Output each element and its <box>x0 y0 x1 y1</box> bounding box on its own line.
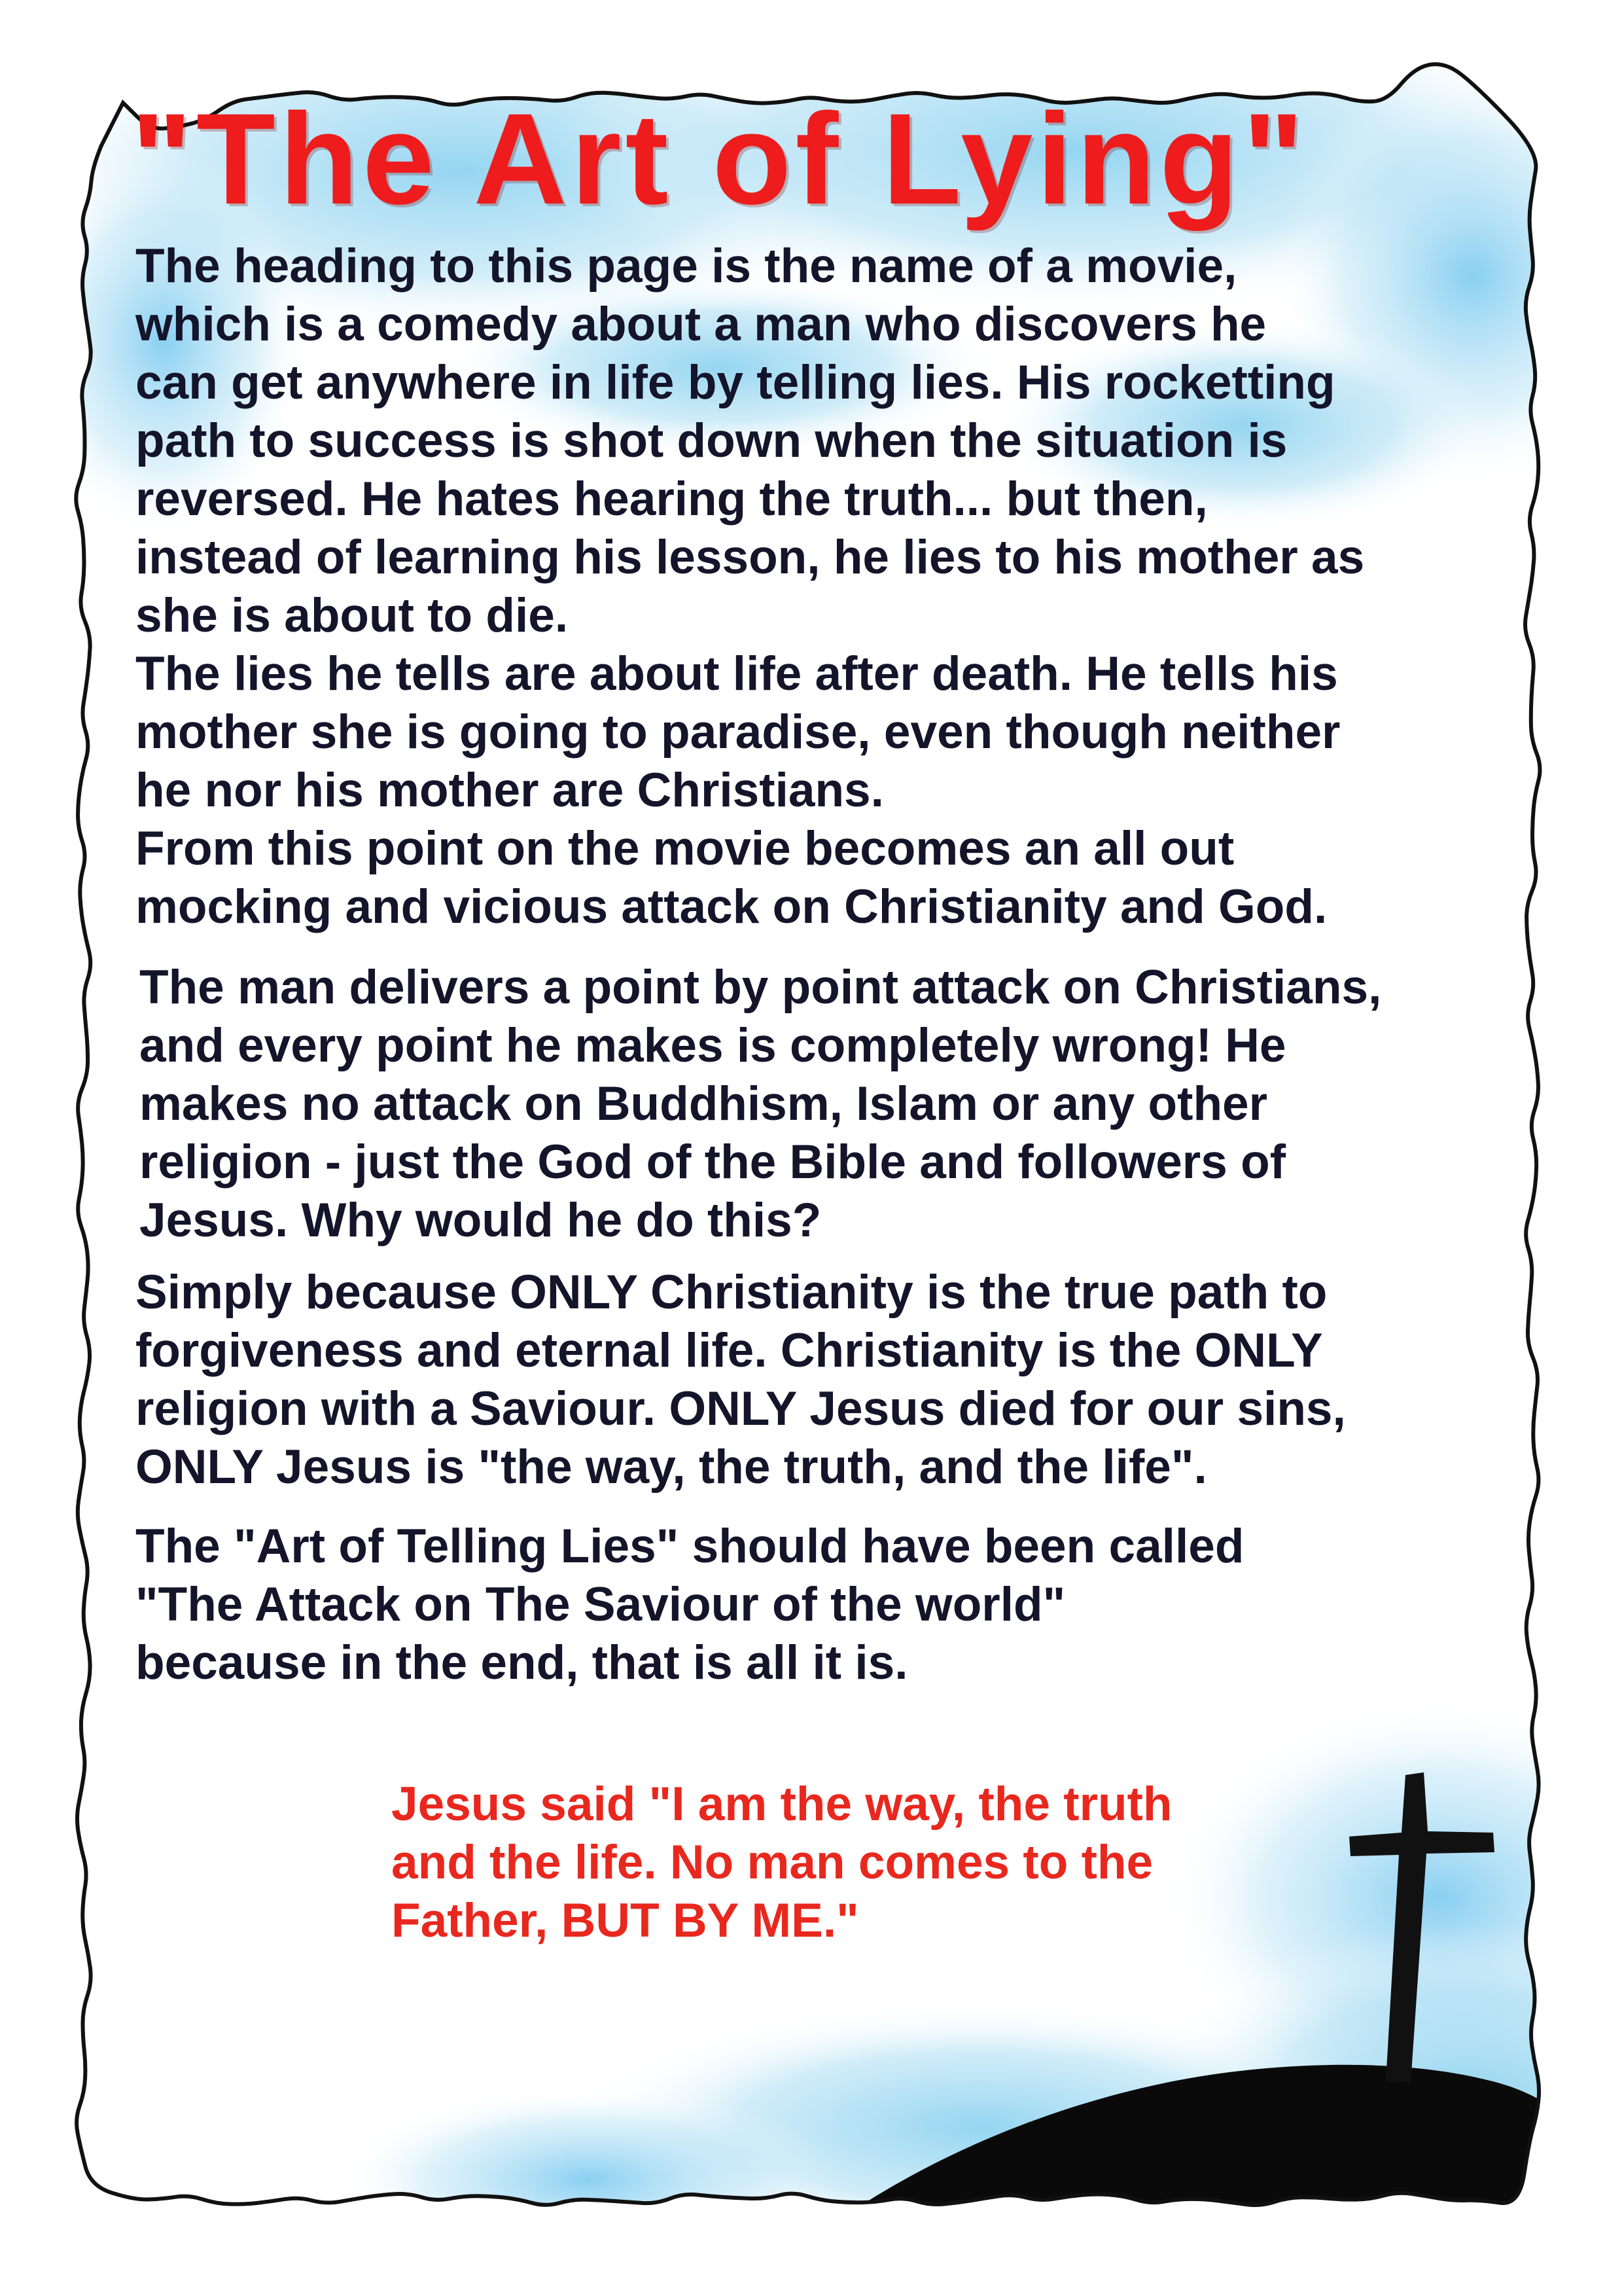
text-line: The man delivers a point by point attack on Christians, <box>139 961 1382 1014</box>
text-line: From this point on the movie becomes an all out <box>135 822 1235 875</box>
text-line: can get anywhere in life by telling lies. His rocketting <box>135 356 1335 409</box>
quote-line: and the life. No man comes to the <box>391 1836 1154 1889</box>
text-line: she is about to die. <box>135 589 569 642</box>
text-line: The "Art of Telling Lies" should have been called <box>135 1520 1244 1573</box>
text-line: makes no attack on Buddhism, Islam or any other <box>139 1077 1268 1130</box>
text-line: religion - just the God of the Bible and followers of <box>139 1136 1286 1189</box>
text-line: The heading to this page is the name of a movie, <box>135 240 1237 293</box>
text-line: which is a comedy about a man who discovers he <box>135 298 1267 351</box>
text-line: Simply because ONLY Christianity is the true path to <box>135 1266 1328 1319</box>
text-line: The lies he tells are about life after death. He tells his <box>135 647 1338 700</box>
text-line: he nor his mother are Christians. <box>135 764 884 817</box>
text-line: because in the end, that is all it is. <box>135 1636 908 1689</box>
text-line: reversed. He hates hearing the truth... but then, <box>135 473 1208 526</box>
paragraph-only-christianity <box>135 1263 1346 1496</box>
text-line: mocking and vicious attack on Christianity and God. <box>135 880 1328 933</box>
scripture-quote <box>391 1775 1173 1950</box>
page-title: "The Art of Lying" <box>131 86 1308 231</box>
text-line: and every point he makes is completely wrong! He <box>139 1019 1286 1072</box>
paragraph-conclusion <box>135 1517 1244 1692</box>
text-line: "The Attack on The Saviour of the world" <box>135 1578 1066 1631</box>
text-line: ONLY Jesus is "the way, the truth, and the life". <box>135 1441 1207 1494</box>
text-line: path to success is shot down when the situation is <box>135 414 1288 467</box>
paragraph-attack-on-christians <box>139 958 1381 1249</box>
text-line: Jesus. Why would he do this? <box>139 1194 822 1247</box>
quote-line: Jesus said "I am the way, the truth <box>391 1778 1173 1831</box>
text-line: religion with a Saviour. ONLY Jesus died for our sins, <box>135 1382 1346 1435</box>
text-line: forgiveness and eternal life. Christianity is the ONLY <box>135 1324 1323 1377</box>
paragraph-movie-description <box>135 237 1364 936</box>
text-line: mother she is going to paradise, even though neither <box>135 706 1341 759</box>
quote-line: Father, BUT BY ME." <box>391 1894 859 1947</box>
text-line: instead of learning his lesson, he lies to his mother as <box>135 531 1365 584</box>
